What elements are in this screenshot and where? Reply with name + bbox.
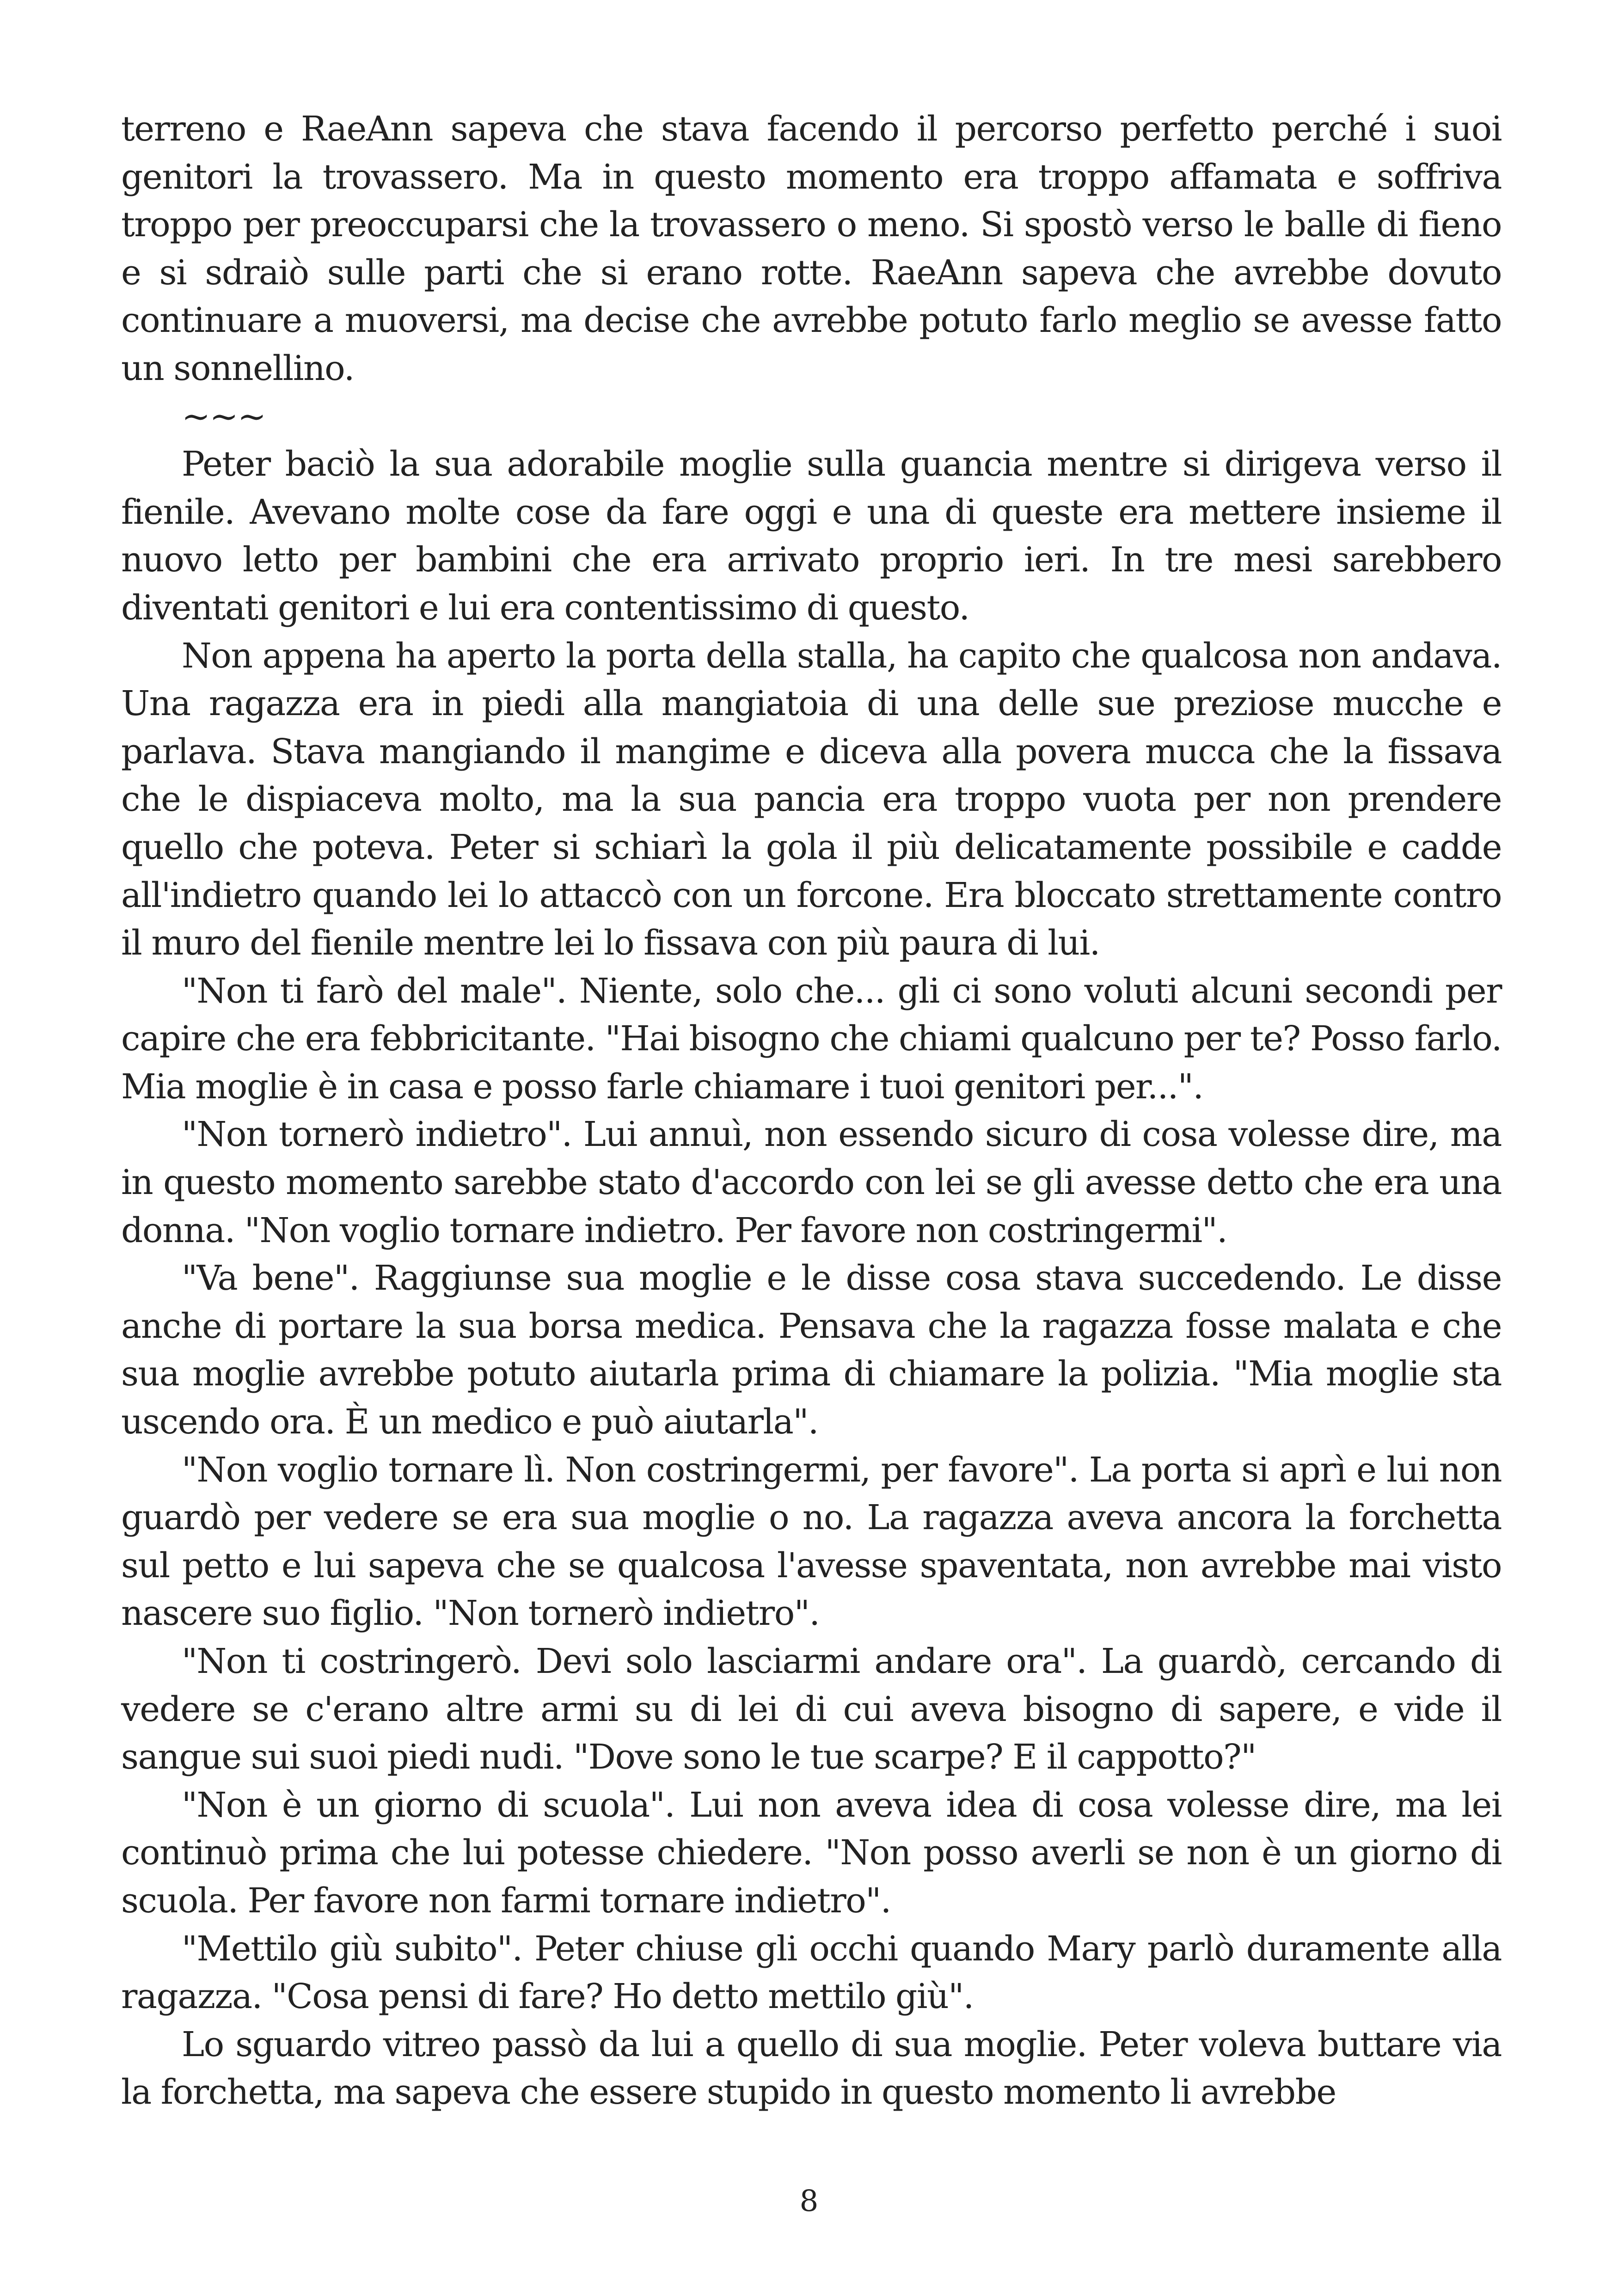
page-number: 8 bbox=[799, 2184, 819, 2218]
paragraph: "Non voglio tornare lì. Non costringermi, per favore". La porta si aprì e lui non guardò per vedere se era sua moglie o no. La ragazza aveva ancora la forchetta sul petto e lui sapeva che se qualcosa l'avesse spaventata, non avrebbe mai visto nascere suo figlio. "Non tornerò indietro". bbox=[121, 1450, 1502, 1634]
paragraph: "Va bene". Raggiunse sua moglie e le disse cosa stava succedendo. Le disse anche di portare la sua borsa medica. Pensava che la ragazza fosse malata e che sua moglie avrebbe potuto aiutarla prima di chiamare la polizia. "Mia moglie sta uscendo ora. È un medico e può aiutarla". bbox=[121, 1258, 1502, 1442]
paragraph: "Non è un giorno di scuola". Lui non aveva idea di cosa volesse dire, ma lei continuò prima che lui potesse chiedere. "Non posso averli se non è un giorno di scuola. Per favore non farmi tornare indietro". bbox=[121, 1785, 1502, 1921]
paragraph: "Non ti farò del male". Niente, solo che... gli ci sono voluti alcuni secondi per capire che era febbricitante. "Hai bisogno che chiami qualcuno per te? Posso farlo. Mia moglie è in casa e posso farle chiamare i tuoi genitori per...". bbox=[121, 971, 1502, 1107]
paragraph: Non appena ha aperto la porta della stalla, ha capito che qualcosa non andava. Una ragazza era in piedi alla mangiatoia di una delle sue preziose mucche e parlava. Stava mangiando il mangime e diceva alla povera mucca che la fissava che le dispiaceva molto, ma la sua pancia era troppo vuota per non prendere quello che poteva. Peter si schiarì la gola il più delicatamente possibile e cadde all'indietro quando lei lo attaccò con un forcone. Era bloccato strettamente contro il muro del fienile mentre lei lo fissava con più paura di lui. bbox=[121, 636, 1502, 963]
body-text bbox=[121, 105, 1502, 2117]
paragraph: "Non tornerò indietro". Lui annuì, non essendo sicuro di cosa volesse dire, ma in questo momento sarebbe stato d'accordo con lei se gli avesse detto che era una donna. "Non voglio tornare indietro. Per favore non costringermi". bbox=[121, 1114, 1502, 1250]
scene-break: ~~~ bbox=[182, 396, 266, 436]
paragraph-continuation: terreno e RaeAnn sapeva che stava facendo il percorso perfetto perché i suoi genitori la trovassero. Ma in questo momento era troppo affamata e soffriva troppo per preoccuparsi che la trovassero o meno. Si spostò verso le balle di fieno e si sdraiò sulle parti che si erano rotte. RaeAnn sapeva che avrebbe dovuto continuare a muoversi, ma decise che avrebbe potuto farlo meglio se avesse fatto un sonnellino. bbox=[121, 109, 1502, 388]
paragraph: Peter baciò la sua adorabile moglie sulla guancia mentre si dirigeva verso il fienile. Avevano molte cose da fare oggi e una di queste era mettere insieme il nuovo letto per bambini che era arrivato proprio ieri. In tre mesi sarebbero diventati genitori e lui era contentissimo di questo. bbox=[121, 444, 1502, 628]
paragraph: "Non ti costringerò. Devi solo lasciarmi andare ora". La guardò, cercando di vedere se c'erano altre armi su di lei di cui aveva bisogno di sapere, e vide il sangue sui suoi piedi nudi. "Dove sono le tue scarpe? E il cappotto?" bbox=[121, 1641, 1502, 1777]
paragraph: "Mettilo giù subito". Peter chiuse gli occhi quando Mary parlò duramente alla ragazza. "Cosa pensi di fare? Ho detto mettilo giù". bbox=[121, 1929, 1502, 2017]
paragraph: Lo sguardo vitreo passò da lui a quello di sua moglie. Peter voleva buttare via la forchetta, ma sapeva che essere stupido in questo momento li avrebbe bbox=[121, 2024, 1502, 2112]
